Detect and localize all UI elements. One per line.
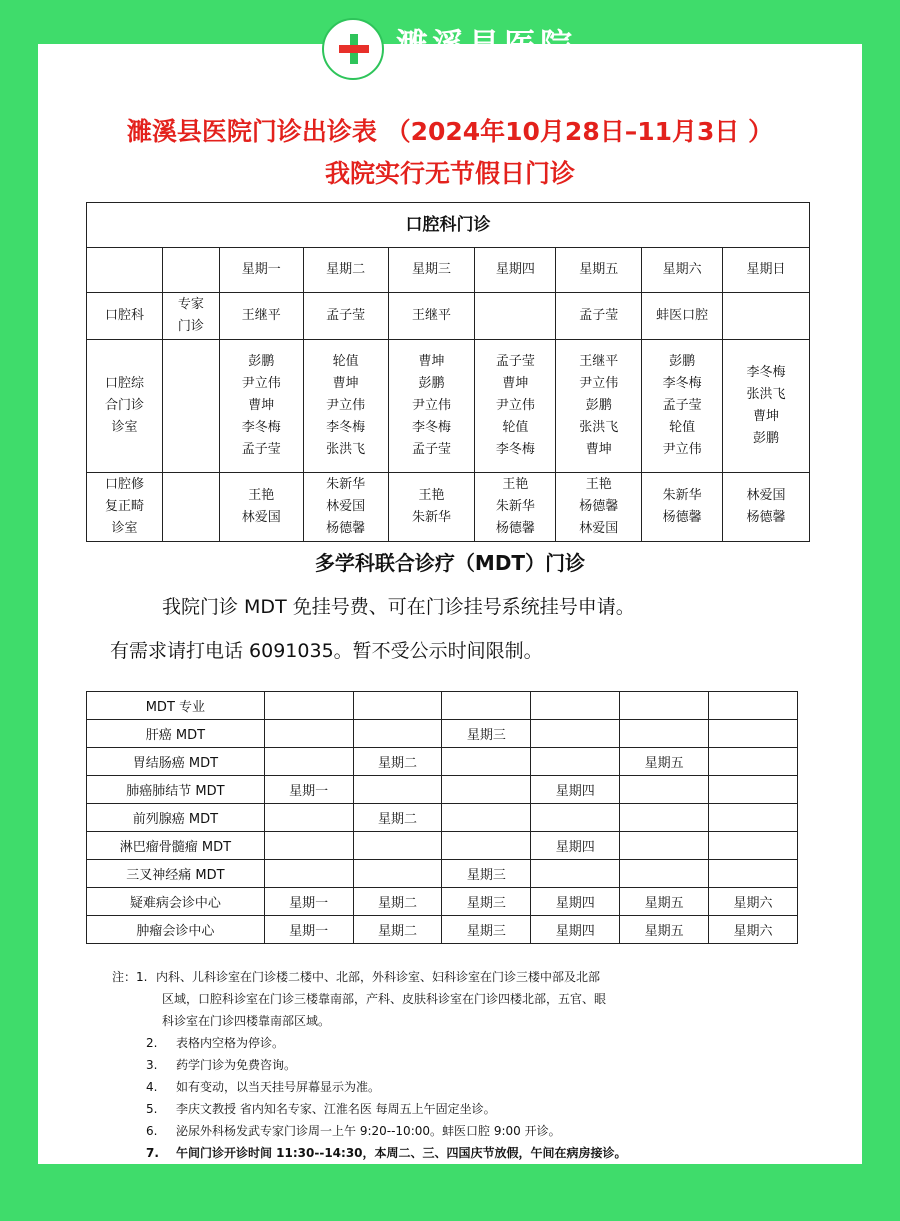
mdt-row bbox=[87, 776, 798, 804]
note-text: 午间门诊开诊时间 11:30--14:30，本周二、三、四国庆节放假，午间在病房接诊。 bbox=[176, 1146, 627, 1160]
doctor-cell: 曹坤 彭鹏 尹立伟 李冬梅 孟子莹 bbox=[388, 340, 475, 473]
hospital-logo bbox=[322, 14, 622, 86]
doctor-cell: 轮值 曹坤 尹立伟 李冬梅 张洪飞 bbox=[303, 340, 388, 473]
mdt-phone-line: 有需求请打电话 6091035。暂不受公示时间限制。 bbox=[110, 640, 543, 662]
note-text: 泌尿外科杨发武专家门诊周一上午 9:20--10:00。蚌医口腔 9:00 开诊。 bbox=[176, 1124, 561, 1138]
mdt-day-cell bbox=[709, 748, 798, 776]
mdt-day-cell: 星期二 bbox=[353, 888, 442, 916]
mdt-day-cell: 星期四 bbox=[531, 916, 620, 944]
mdt-day-cell bbox=[264, 748, 353, 776]
note-number: 5. bbox=[146, 1102, 158, 1116]
mdt-day-cell bbox=[353, 692, 442, 720]
mdt-specialty-cell: MDT 专业 bbox=[87, 692, 265, 720]
mdt-day-cell: 星期六 bbox=[709, 888, 798, 916]
doctor-cell: 孟子莹 曹坤 尹立伟 轮值 李冬梅 bbox=[475, 340, 556, 473]
doctor-cell: 王艳 杨德馨 林爱国 bbox=[556, 473, 642, 542]
mdt-day-cell bbox=[264, 720, 353, 748]
mdt-day-cell bbox=[709, 776, 798, 804]
day-header: 星期二 bbox=[303, 248, 388, 293]
note-item bbox=[112, 1032, 792, 1054]
note-number: 6. bbox=[146, 1124, 158, 1138]
mdt-day-cell bbox=[353, 832, 442, 860]
mdt-row bbox=[87, 804, 798, 832]
logo-chinese-name: 濉溪县医院 bbox=[396, 26, 577, 64]
day-header: 星期六 bbox=[642, 248, 723, 293]
mdt-day-cell bbox=[442, 832, 531, 860]
mdt-row bbox=[87, 888, 798, 916]
mdt-day-cell bbox=[531, 692, 620, 720]
doctor-cell: 王艳 朱新华 bbox=[388, 473, 475, 542]
header-empty-cell bbox=[87, 248, 163, 293]
day-header: 星期四 bbox=[475, 248, 556, 293]
mdt-row bbox=[87, 860, 798, 888]
page-title: 濉溪县医院门诊出诊表 （2024年10月28日–11月3日 ） bbox=[126, 117, 774, 146]
note-text-continued: 科诊室在门诊四楼靠南部区域。 bbox=[162, 1014, 331, 1028]
mdt-specialty-cell: 肺癌肺结节 MDT bbox=[87, 776, 265, 804]
mdt-specialty-cell: 胃结肠癌 MDT bbox=[87, 748, 265, 776]
doctor-cell bbox=[475, 293, 556, 340]
mdt-row bbox=[87, 916, 798, 944]
day-header: 星期一 bbox=[219, 248, 303, 293]
mdt-row bbox=[87, 748, 798, 776]
mdt-day-cell: 星期二 bbox=[353, 748, 442, 776]
mdt-day-cell bbox=[620, 720, 709, 748]
note-item bbox=[112, 1142, 792, 1164]
mdt-day-cell bbox=[442, 776, 531, 804]
mdt-day-cell: 星期三 bbox=[442, 888, 531, 916]
note-text: 李庆文教授 省内知名专家、江淮名医 每周五上午固定坐诊。 bbox=[176, 1102, 496, 1116]
hospital-emblem-icon bbox=[322, 18, 384, 80]
mdt-day-cell bbox=[620, 804, 709, 832]
mdt-day-cell: 星期四 bbox=[531, 776, 620, 804]
notes-section bbox=[112, 966, 792, 1164]
mdt-day-cell bbox=[709, 832, 798, 860]
mdt-day-cell: 星期五 bbox=[620, 916, 709, 944]
doctor-cell: 朱新华 林爱国 杨德馨 bbox=[303, 473, 388, 542]
mdt-day-cell bbox=[353, 720, 442, 748]
doctor-cell: 蚌医口腔 bbox=[642, 293, 723, 340]
doctor-cell: 孟子莹 bbox=[556, 293, 642, 340]
mdt-specialty-cell: 淋巴瘤骨髓瘤 MDT bbox=[87, 832, 265, 860]
dept-cell: 口腔综 合门诊 诊室 bbox=[87, 340, 163, 473]
note-text-continued: 区域，口腔科诊室在门诊三楼靠南部，产科、皮肤科诊室在门诊四楼北部，五官、眼 bbox=[162, 992, 607, 1006]
doctor-cell: 王继平 bbox=[388, 293, 475, 340]
mdt-section-title: 多学科联合诊疗（MDT）门诊 bbox=[314, 551, 586, 575]
mdt-day-cell bbox=[709, 804, 798, 832]
header-empty-cell bbox=[162, 248, 219, 293]
mdt-day-cell bbox=[353, 860, 442, 888]
mdt-day-cell: 星期四 bbox=[531, 888, 620, 916]
mdt-day-cell bbox=[620, 860, 709, 888]
note-item bbox=[112, 1054, 792, 1076]
mdt-day-cell bbox=[264, 832, 353, 860]
mdt-specialty-cell: 三叉神经痛 MDT bbox=[87, 860, 265, 888]
notes-label: 注： bbox=[112, 970, 137, 984]
note-item bbox=[112, 1076, 792, 1098]
mdt-specialty-cell: 肿瘤会诊中心 bbox=[87, 916, 265, 944]
mdt-day-cell: 星期二 bbox=[353, 916, 442, 944]
mdt-day-cell: 星期一 bbox=[264, 888, 353, 916]
mdt-day-cell: 星期六 bbox=[709, 916, 798, 944]
mdt-day-cell bbox=[531, 860, 620, 888]
mdt-day-cell bbox=[264, 804, 353, 832]
doctor-cell: 朱新华 杨德馨 bbox=[642, 473, 723, 542]
mdt-specialty-cell: 肝癌 MDT bbox=[87, 720, 265, 748]
mdt-day-cell bbox=[709, 860, 798, 888]
mdt-row bbox=[87, 832, 798, 860]
mdt-day-cell bbox=[264, 860, 353, 888]
mdt-day-cell bbox=[531, 720, 620, 748]
mdt-schedule-table bbox=[86, 691, 798, 944]
doctor-cell bbox=[723, 293, 810, 340]
mdt-day-cell: 星期一 bbox=[264, 776, 353, 804]
clinic-type-cell bbox=[162, 340, 219, 473]
mdt-day-cell bbox=[442, 692, 531, 720]
doctor-cell: 林爱国 杨德馨 bbox=[723, 473, 810, 542]
mdt-day-cell bbox=[442, 748, 531, 776]
doctor-cell: 彭鹏 尹立伟 曹坤 李冬梅 孟子莹 bbox=[219, 340, 303, 473]
doctor-cell: 王艳 林爱国 bbox=[219, 473, 303, 542]
mdt-day-cell bbox=[353, 776, 442, 804]
mdt-day-cell: 星期二 bbox=[353, 804, 442, 832]
mdt-day-cell: 星期五 bbox=[620, 748, 709, 776]
day-header: 星期三 bbox=[388, 248, 475, 293]
mdt-specialty-cell: 前列腺癌 MDT bbox=[87, 804, 265, 832]
doctor-cell: 李冬梅 张洪飞 曹坤 彭鹏 bbox=[723, 340, 810, 473]
note-text: 药学门诊为免费咨询。 bbox=[176, 1058, 297, 1072]
note-text: 如有变动，以当天挂号屏幕显示为准。 bbox=[176, 1080, 381, 1094]
mdt-specialty-cell: 疑难病会诊中心 bbox=[87, 888, 265, 916]
note-number: 1. bbox=[136, 970, 148, 984]
dental-schedule-table bbox=[86, 202, 810, 542]
dental-table-caption: 口腔科门诊 bbox=[87, 203, 810, 248]
mdt-day-cell bbox=[442, 804, 531, 832]
mdt-row bbox=[87, 692, 798, 720]
doctor-cell: 王艳 朱新华 杨德馨 bbox=[475, 473, 556, 542]
doctor-cell: 彭鹏 李冬梅 孟子莹 轮值 尹立伟 bbox=[642, 340, 723, 473]
note-text: 表格内空格为停诊。 bbox=[176, 1036, 285, 1050]
note-number: 7. bbox=[146, 1146, 159, 1160]
mdt-day-cell: 星期三 bbox=[442, 860, 531, 888]
mdt-day-cell bbox=[620, 776, 709, 804]
mdt-day-cell: 星期五 bbox=[620, 888, 709, 916]
note-item bbox=[112, 966, 792, 988]
doctor-cell: 王继平 bbox=[219, 293, 303, 340]
day-header: 星期日 bbox=[723, 248, 810, 293]
mdt-day-cell bbox=[264, 692, 353, 720]
note-number: 4. bbox=[146, 1080, 158, 1094]
note-number: 2. bbox=[146, 1036, 158, 1050]
logo-english-name: The Hospital of Suixi County bbox=[398, 64, 562, 78]
note-item bbox=[112, 1098, 792, 1120]
mdt-row bbox=[87, 720, 798, 748]
dept-cell: 口腔修 复正畸 诊室 bbox=[87, 473, 163, 542]
mdt-day-cell: 星期三 bbox=[442, 916, 531, 944]
dept-cell: 口腔科 bbox=[87, 293, 163, 340]
page-subtitle: 我院实行无节假日门诊 bbox=[324, 159, 575, 188]
note-text: 内科、儿科诊室在门诊楼二楼中、北部，外科诊室、妇科诊室在门诊三楼中部及北部 bbox=[156, 970, 601, 984]
note-item bbox=[112, 1120, 792, 1142]
mdt-info-line: 我院门诊 MDT 免挂号费、可在门诊挂号系统挂号申请。 bbox=[162, 596, 635, 618]
day-header: 星期五 bbox=[556, 248, 642, 293]
mdt-day-cell bbox=[531, 804, 620, 832]
doctor-cell: 王继平 尹立伟 彭鹏 张洪飞 曹坤 bbox=[556, 340, 642, 473]
clinic-type-cell bbox=[162, 473, 219, 542]
note-number: 3. bbox=[146, 1058, 158, 1072]
mdt-day-cell: 星期一 bbox=[264, 916, 353, 944]
mdt-day-cell bbox=[531, 748, 620, 776]
doctor-cell: 孟子莹 bbox=[303, 293, 388, 340]
mdt-day-cell bbox=[620, 832, 709, 860]
mdt-day-cell bbox=[620, 692, 709, 720]
mdt-day-cell: 星期四 bbox=[531, 832, 620, 860]
mdt-day-cell: 星期三 bbox=[442, 720, 531, 748]
clinic-type-cell: 专家 门诊 bbox=[162, 293, 219, 340]
mdt-day-cell bbox=[709, 692, 798, 720]
mdt-day-cell bbox=[709, 720, 798, 748]
